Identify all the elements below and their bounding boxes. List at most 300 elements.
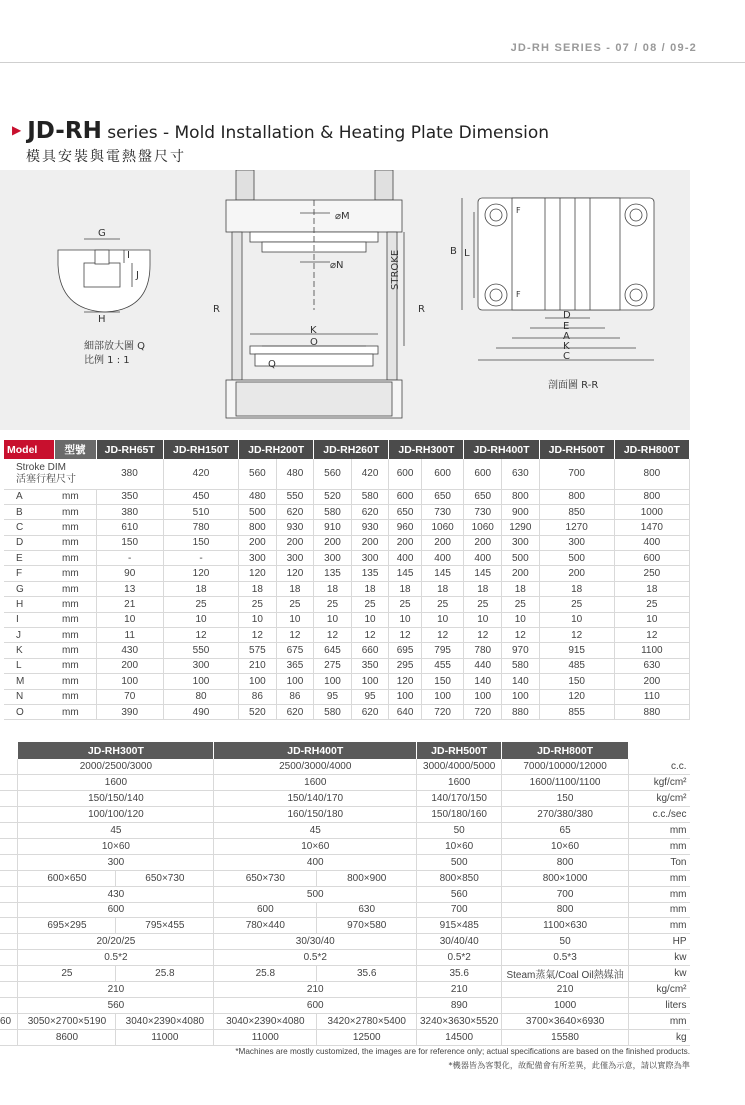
table-cell: 25 [539,597,614,612]
table-cell: 30/30/40 [214,934,417,950]
table-cell: 10 [351,612,389,627]
table-cell: 400 [614,535,689,550]
table-cell: 25 [276,597,314,612]
table-cell: 200 [464,535,502,550]
table-cell: 1600 [214,775,417,791]
table-cell: 145 [389,566,421,581]
table-cell: 300 [276,551,314,566]
table-row [4,643,690,658]
table-cell: 100/100/120 [18,807,214,823]
table-cell: 20/20/25 [18,934,214,950]
dim-f-bottom-label: F [516,290,521,299]
table-cell: 960 [389,520,421,535]
section-r-left: R [213,304,220,315]
table-cell: 795×455 [116,918,214,934]
table-cell: 150 [502,791,629,807]
spec-header-row [4,440,690,459]
table-cell: 3700×3640×6930 [502,1013,629,1029]
table-cell: 12 [314,628,352,643]
table-cell: 485 [539,658,614,673]
table-cell: 210 [417,982,502,998]
table-row [0,759,690,775]
table-cell: 12 [421,628,464,643]
table-cell: 100 [314,674,352,689]
table-cell: 800 [502,489,540,504]
table-cell: 560 [18,997,214,1013]
table-row [0,775,690,791]
table-cell: 800 [502,854,629,870]
table-cell: 380 [96,504,163,519]
edge-cell [0,1029,18,1045]
table-cell: 120 [163,566,238,581]
edge-cell [0,902,18,918]
row-unit: mm [54,535,96,550]
table-cell: 70 [96,689,163,704]
table-cell: 600 [389,459,421,489]
table-cell: 120 [239,566,277,581]
row-unit: mm [54,566,96,581]
edge-cell [0,950,18,966]
table-cell: 150 [163,535,238,550]
row-unit: mm [54,658,96,673]
table-cell: 440 [464,658,502,673]
page-title [12,118,549,144]
table-cell: 1600 [417,775,502,791]
row-unit: mm [54,628,96,643]
dimension-spec-table [4,440,690,720]
table-cell: 450 [163,489,238,504]
table-cell: 1000 [614,504,689,519]
table-cell: 100 [502,689,540,704]
dim-j-label: J [136,270,139,281]
table-cell: 18 [614,581,689,596]
table-cell: 500 [214,886,417,902]
dim-h-label: H [98,314,106,325]
table-cell: 800×900 [317,870,417,886]
table-cell: 135 [351,566,389,581]
table-cell: 650×730 [214,870,317,886]
table-cell: 620 [351,504,389,519]
table-cell: 25 [239,597,277,612]
table-cell: 455 [421,658,464,673]
table-cell: 0.5*2 [214,950,417,966]
table-cell: 910 [314,520,352,535]
table-cell: 110 [614,689,689,704]
model-col-header: JD-RH200T [239,440,314,459]
edge-cell [0,791,18,807]
table-cell: 50 [502,934,629,950]
table-cell: 25 [464,597,502,612]
edge-cell [0,775,18,791]
table-row [4,658,690,673]
table-cell: 400 [389,551,421,566]
row-unit: mm [54,612,96,627]
table-cell: 1060 [421,520,464,535]
table-cell: 15580 [502,1029,629,1045]
table-cell: 500 [539,551,614,566]
table-cell: 45 [214,823,417,839]
table-cell: 600 [421,459,464,489]
model-col-header: JD-RH260T [314,440,389,459]
table-cell: 270/380/380 [502,807,629,823]
table-cell: 13 [96,581,163,596]
table-cell: 430 [18,886,214,902]
table-cell: 600 [464,459,502,489]
table-row [0,823,690,839]
table-row [0,854,690,870]
table-cell: 210 [239,658,277,673]
table-cell: 25 [351,597,389,612]
table-cell: 86 [276,689,314,704]
table-cell: 0.5*3 [502,950,629,966]
edge-cell [0,934,18,950]
table-row [0,870,690,886]
table-cell: 10 [96,612,163,627]
table-cell: 350 [351,658,389,673]
table-cell: 210 [214,982,417,998]
row-unit: mm [629,1013,690,1029]
dim-o-label: O [310,337,318,348]
row-unit: mm [629,823,690,839]
table-cell: 8600 [18,1029,116,1045]
table-cell: 730 [464,504,502,519]
table-cell: 510 [163,504,238,519]
row-label: E [4,551,54,566]
table-cell: 600 [389,489,421,504]
table-cell: 10×60 [502,838,629,854]
table-cell: 575 [239,643,277,658]
table-cell: 1000 [502,997,629,1013]
table-cell: 2500/3000/4000 [214,759,417,775]
table-cell: 100 [276,674,314,689]
table-cell: 25 [389,597,421,612]
table-cell: 630 [614,658,689,673]
table-cell: 640 [389,704,421,719]
row-unit: mm [54,704,96,719]
model-col-header: JD-RH400T [464,440,539,459]
row-unit: c.c./sec [629,807,690,823]
table-cell: 200 [539,566,614,581]
table-cell: 1470 [614,520,689,535]
table-row [4,504,690,519]
row-unit: c.c. [629,759,690,775]
row-label: J [4,628,54,643]
table-cell: 18 [276,581,314,596]
table-cell: 7000/10000/12000 [502,759,629,775]
edge-cell [0,854,18,870]
table-row [0,791,690,807]
dim-m-label: ⌀M [335,211,350,222]
table-cell: 600 [214,997,417,1013]
machine-spec-table [0,742,690,1046]
table-cell: 800 [539,489,614,504]
table-cell: 25.8 [116,966,214,982]
spec2-col-header: JD-RH400T [214,742,417,759]
table-cell: 10 [276,612,314,627]
table-cell: 50 [417,823,502,839]
row-unit: mm [54,551,96,566]
table-cell: 100 [96,674,163,689]
table-row [0,934,690,950]
table-cell: 1060 [464,520,502,535]
table-cell: 18 [539,581,614,596]
table-cell: 200 [239,535,277,550]
table-row [4,612,690,627]
table-cell: 1600/1100/1100 [502,775,629,791]
table-row [0,918,690,934]
table-cell: 200 [276,535,314,550]
table-cell: 200 [314,535,352,550]
dim-d-label: D [563,310,571,321]
model-col-header: JD-RH300T [389,440,464,459]
row-unit: mm [629,886,690,902]
table-cell: 930 [351,520,389,535]
table-cell: 210 [18,982,214,998]
table-cell: 695 [389,643,421,658]
table-cell: 14500 [417,1029,502,1045]
stroke-row-label [4,459,96,489]
table-cell: 430 [96,643,163,658]
dim-a-label: A [563,331,570,342]
table-cell: 800 [614,459,689,489]
table-cell: 900 [502,504,540,519]
table-cell: 11000 [214,1029,317,1045]
edge-cell [0,838,18,854]
spec2-col-header: JD-RH300T [18,742,214,759]
edge-cell [0,982,18,998]
table-cell: 580 [314,704,352,719]
table-cell: 12 [614,628,689,643]
table-cell: 3040×2390×4080 [214,1013,317,1029]
table-cell: 550 [276,489,314,504]
table-cell: 620 [351,704,389,719]
table-cell: 18 [351,581,389,596]
table-cell: 1290 [502,520,540,535]
edge-cell [0,886,18,902]
detail-q-marker: Q [268,359,276,370]
edge-cell [0,870,18,886]
edge-cell [0,807,18,823]
table-cell: 10 [502,612,540,627]
row-unit: mm [54,489,96,504]
table-cell: 630 [502,459,540,489]
table-cell: 200 [389,535,421,550]
table-cell: - [163,551,238,566]
table-row [0,1013,690,1029]
table-cell: Steam蒸氣/Coal Oil熱媒油 [502,966,629,982]
table-cell: 3420×2780×5400 [317,1013,417,1029]
table-cell: 600 [614,551,689,566]
table-cell: 10 [163,612,238,627]
table-cell: 700 [502,886,629,902]
table-cell: 18 [314,581,352,596]
table-cell: 600×650 [18,870,116,886]
table-cell: 1600 [18,775,214,791]
table-cell: 550 [163,643,238,658]
table-cell: 250 [614,566,689,581]
table-cell: 695×295 [18,918,116,934]
table-cell: 10×60 [214,838,417,854]
table-cell: 10 [239,612,277,627]
table-cell: 95 [351,689,389,704]
table-cell: 580 [351,489,389,504]
row-unit: mm [629,838,690,854]
table-cell: 11000 [116,1029,214,1045]
table-row [4,674,690,689]
row-label: A [4,489,54,504]
row-unit: mm [54,581,96,596]
title-series: JD-RH [27,118,102,144]
table-row [0,807,690,823]
table-cell: 560 [417,886,502,902]
footnote-english: *Machines are mostly customized, the images are for reference only; actual specifications are based on the finished products. [235,1047,690,1056]
table-cell: 3050×2700×5190 [18,1013,116,1029]
table-cell: 560 [239,459,277,489]
dim-k-label: K [310,325,317,336]
edge-cell [0,997,18,1013]
table-cell: 420 [351,459,389,489]
detail-caption: 細部放大圖 Q [84,341,146,352]
row-unit: mm [54,643,96,658]
table-cell: 200 [421,535,464,550]
table-cell: 18 [239,581,277,596]
table-cell: 580 [502,658,540,673]
table-cell: 580 [314,504,352,519]
table-row [4,489,690,504]
table-cell: 200 [351,535,389,550]
dim-g-label: G [98,228,106,239]
table-cell: 10 [314,612,352,627]
model-col-header: JD-RH150T [163,440,238,459]
edge-cell [0,759,18,775]
dim-b-label: B [450,246,457,257]
table-cell: 100 [389,689,421,704]
table-cell: 140 [464,674,502,689]
page-header-label: JD-RH SERIES - 07 / 08 / 09-2 [510,42,697,54]
row-unit: mm [629,870,690,886]
table-cell: 25.8 [214,966,317,982]
table-cell: 25 [163,597,238,612]
table-cell: 855 [539,704,614,719]
table-cell: 45 [18,823,214,839]
spec2-col-header: JD-RH800T [502,742,629,759]
table-row [0,902,690,918]
table-cell: 400 [421,551,464,566]
table-cell: 365 [276,658,314,673]
table-cell: 800 [614,489,689,504]
table-cell: 150/180/160 [417,807,502,823]
model-col-header: JD-RH500T [539,440,614,459]
table-cell: 100 [421,689,464,704]
table-row [0,838,690,854]
table-cell: 10×60 [417,838,502,854]
table-cell: 80 [163,689,238,704]
row-unit: kw [629,950,690,966]
table-row [4,459,690,489]
section-r-right: R [418,304,425,315]
table-cell: 800 [502,902,629,918]
row-label: H [4,597,54,612]
table-cell: 3000/4000/5000 [417,759,502,775]
dim-e-label: E [563,321,570,332]
row-label: N [4,689,54,704]
table-cell: 90 [96,566,163,581]
table-cell: 2000/2500/3000 [18,759,214,775]
table-cell: 970×580 [317,918,417,934]
table-cell: 795 [421,643,464,658]
table-cell: 12 [539,628,614,643]
table-cell: 150/140/170 [214,791,417,807]
table-cell: 520 [239,704,277,719]
row-unit: mm [629,902,690,918]
table-cell: 930 [276,520,314,535]
table-cell: 3240×3630×5520 [417,1013,502,1029]
table-cell: 12 [351,628,389,643]
table-cell: 100 [464,689,502,704]
table-cell: 65 [502,823,629,839]
row-unit: mm [54,597,96,612]
edge-cell: 60 [0,1013,18,1029]
table-cell: 25 [502,597,540,612]
row-unit: kw [629,966,690,982]
table-cell: 10 [421,612,464,627]
table-cell: 880 [502,704,540,719]
table-cell: 400 [464,551,502,566]
row-unit: mm [54,674,96,689]
table-cell: 12 [276,628,314,643]
table-cell: 120 [539,689,614,704]
table-cell: 10 [389,612,421,627]
table-cell: 730 [421,504,464,519]
table-cell: 120 [389,674,421,689]
spec2-unit-header [629,742,690,759]
table-cell: 630 [317,902,417,918]
table-cell: 380 [96,459,163,489]
table-cell: 480 [276,459,314,489]
table-cell: 350 [96,489,163,504]
dim-i-label: I [127,250,130,261]
row-unit: Ton [629,854,690,870]
dim-l-label: L [464,248,470,259]
dim-n-label: ⌀N [330,260,344,271]
table-cell: 650 [464,489,502,504]
table-cell: 18 [464,581,502,596]
table-cell: 780×440 [214,918,317,934]
table-row [0,886,690,902]
table-cell: 100 [163,674,238,689]
table-row [4,520,690,535]
row-label: K [4,643,54,658]
row-unit: mm [54,689,96,704]
table-cell: 300 [539,535,614,550]
table-cell: 800 [239,520,277,535]
table-cell: 11 [96,628,163,643]
table-cell: 140 [502,674,540,689]
table-cell: 100 [351,674,389,689]
table-row [0,966,690,982]
table-cell: 150/150/140 [18,791,214,807]
table-cell: 140/170/150 [417,791,502,807]
edge-cell [0,918,18,934]
table-cell: 12 [163,628,238,643]
table-cell: 800×1000 [502,870,629,886]
dim-k2-label: K [563,341,570,352]
table-cell: 145 [464,566,502,581]
table-cell: 3040×2390×4080 [116,1013,214,1029]
table-row [4,704,690,719]
table-cell: 500 [239,504,277,519]
table-cell: 1270 [539,520,614,535]
